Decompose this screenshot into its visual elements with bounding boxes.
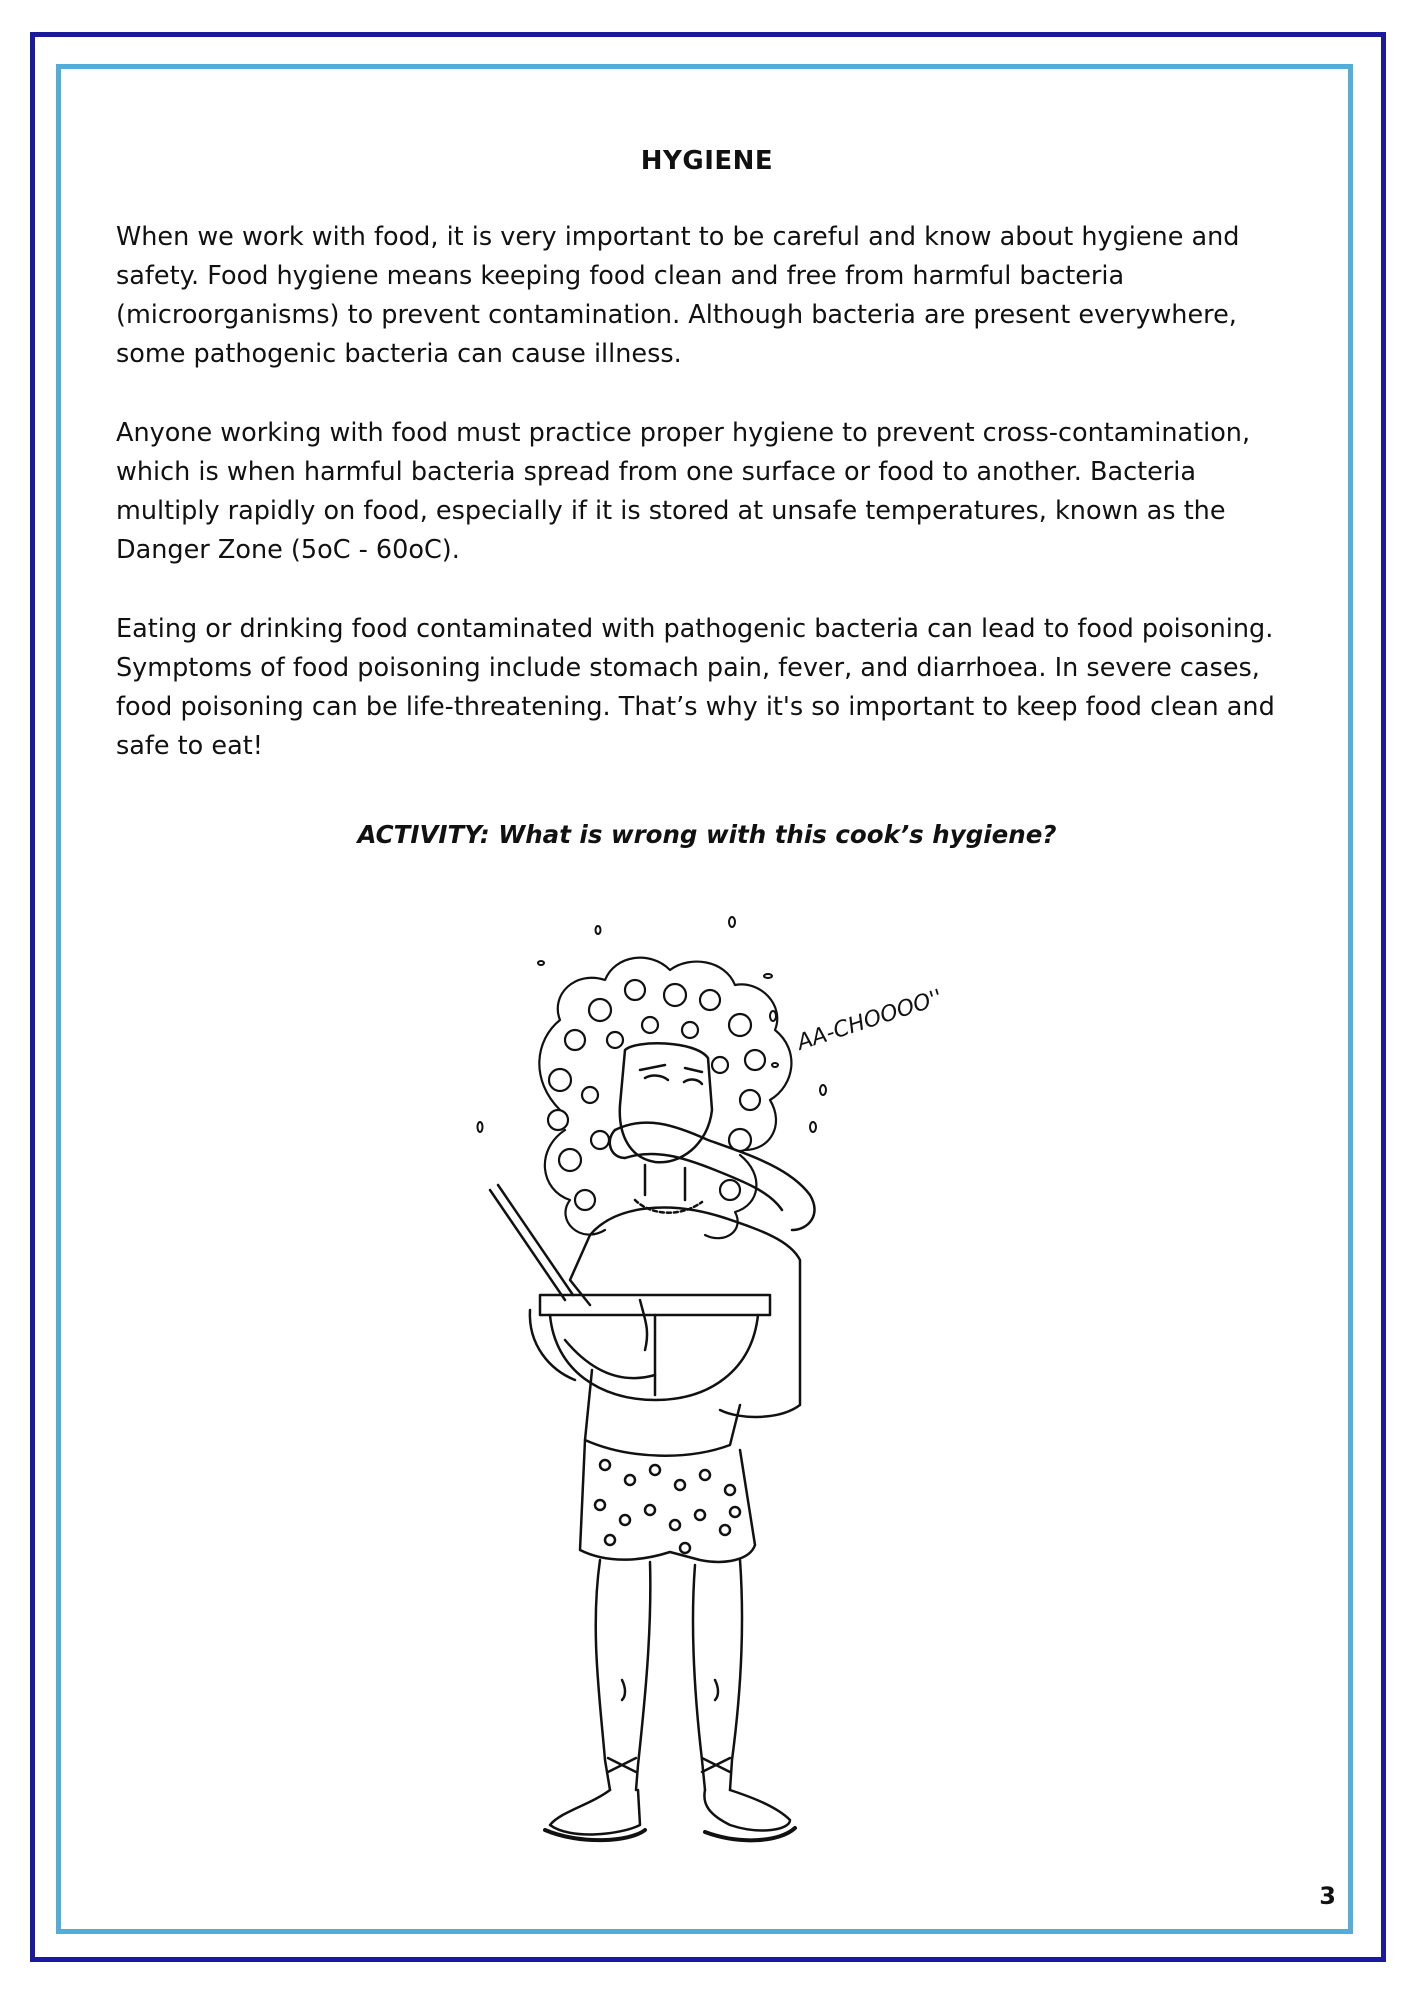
polka-dot-shorts	[580, 1440, 755, 1562]
neck-necklace	[635, 1165, 702, 1213]
legs	[596, 1560, 742, 1790]
page-number: 3	[1319, 1882, 1336, 1910]
activity-prompt: ACTIVITY: What is wrong with this cook’s hygiene?	[357, 820, 1057, 849]
paragraph-food-poisoning: Eating or drinking food contaminated with pathogenic bacteria can lead to food poisoning. Symptoms of food poisoning include stomach pain, fever, and diarrhoea. In severe cases, food poisoning can be life-threatening. That’s why it's so important to keep food clean and safe to eat!	[116, 614, 1275, 761]
t-shirt	[570, 1208, 800, 1456]
paragraph-intro: When we work with food, it is very important to be careful and know about hygiene and safety. Food hygiene means keeping food clean and free from harmful bacteria (microorganisms) to prevent contamination. Although bacteria are present everywhere, some pathogenic bacteria can cause illness.	[116, 222, 1240, 369]
face	[620, 1043, 712, 1162]
curly-hair	[539, 958, 791, 1239]
sneezing-cook-illustration	[440, 900, 1000, 1860]
sandals	[545, 1758, 795, 1840]
paragraph-cross-contamination: Anyone working with food must practice proper hygiene to prevent cross-contamination, which is when harmful bacteria spread from one surface or food to another. Bacteria multiply rapidly on food, especially if it is stored at unsafe temperatures, known as the Danger Zone (5oC - 60oC).	[116, 418, 1251, 565]
sneeze-text: AA-CHOOOO''	[794, 985, 946, 1056]
page-title: HYGIENE	[640, 146, 774, 176]
mixing-bowl	[490, 1185, 770, 1400]
sneeze-droplets	[478, 917, 827, 1132]
